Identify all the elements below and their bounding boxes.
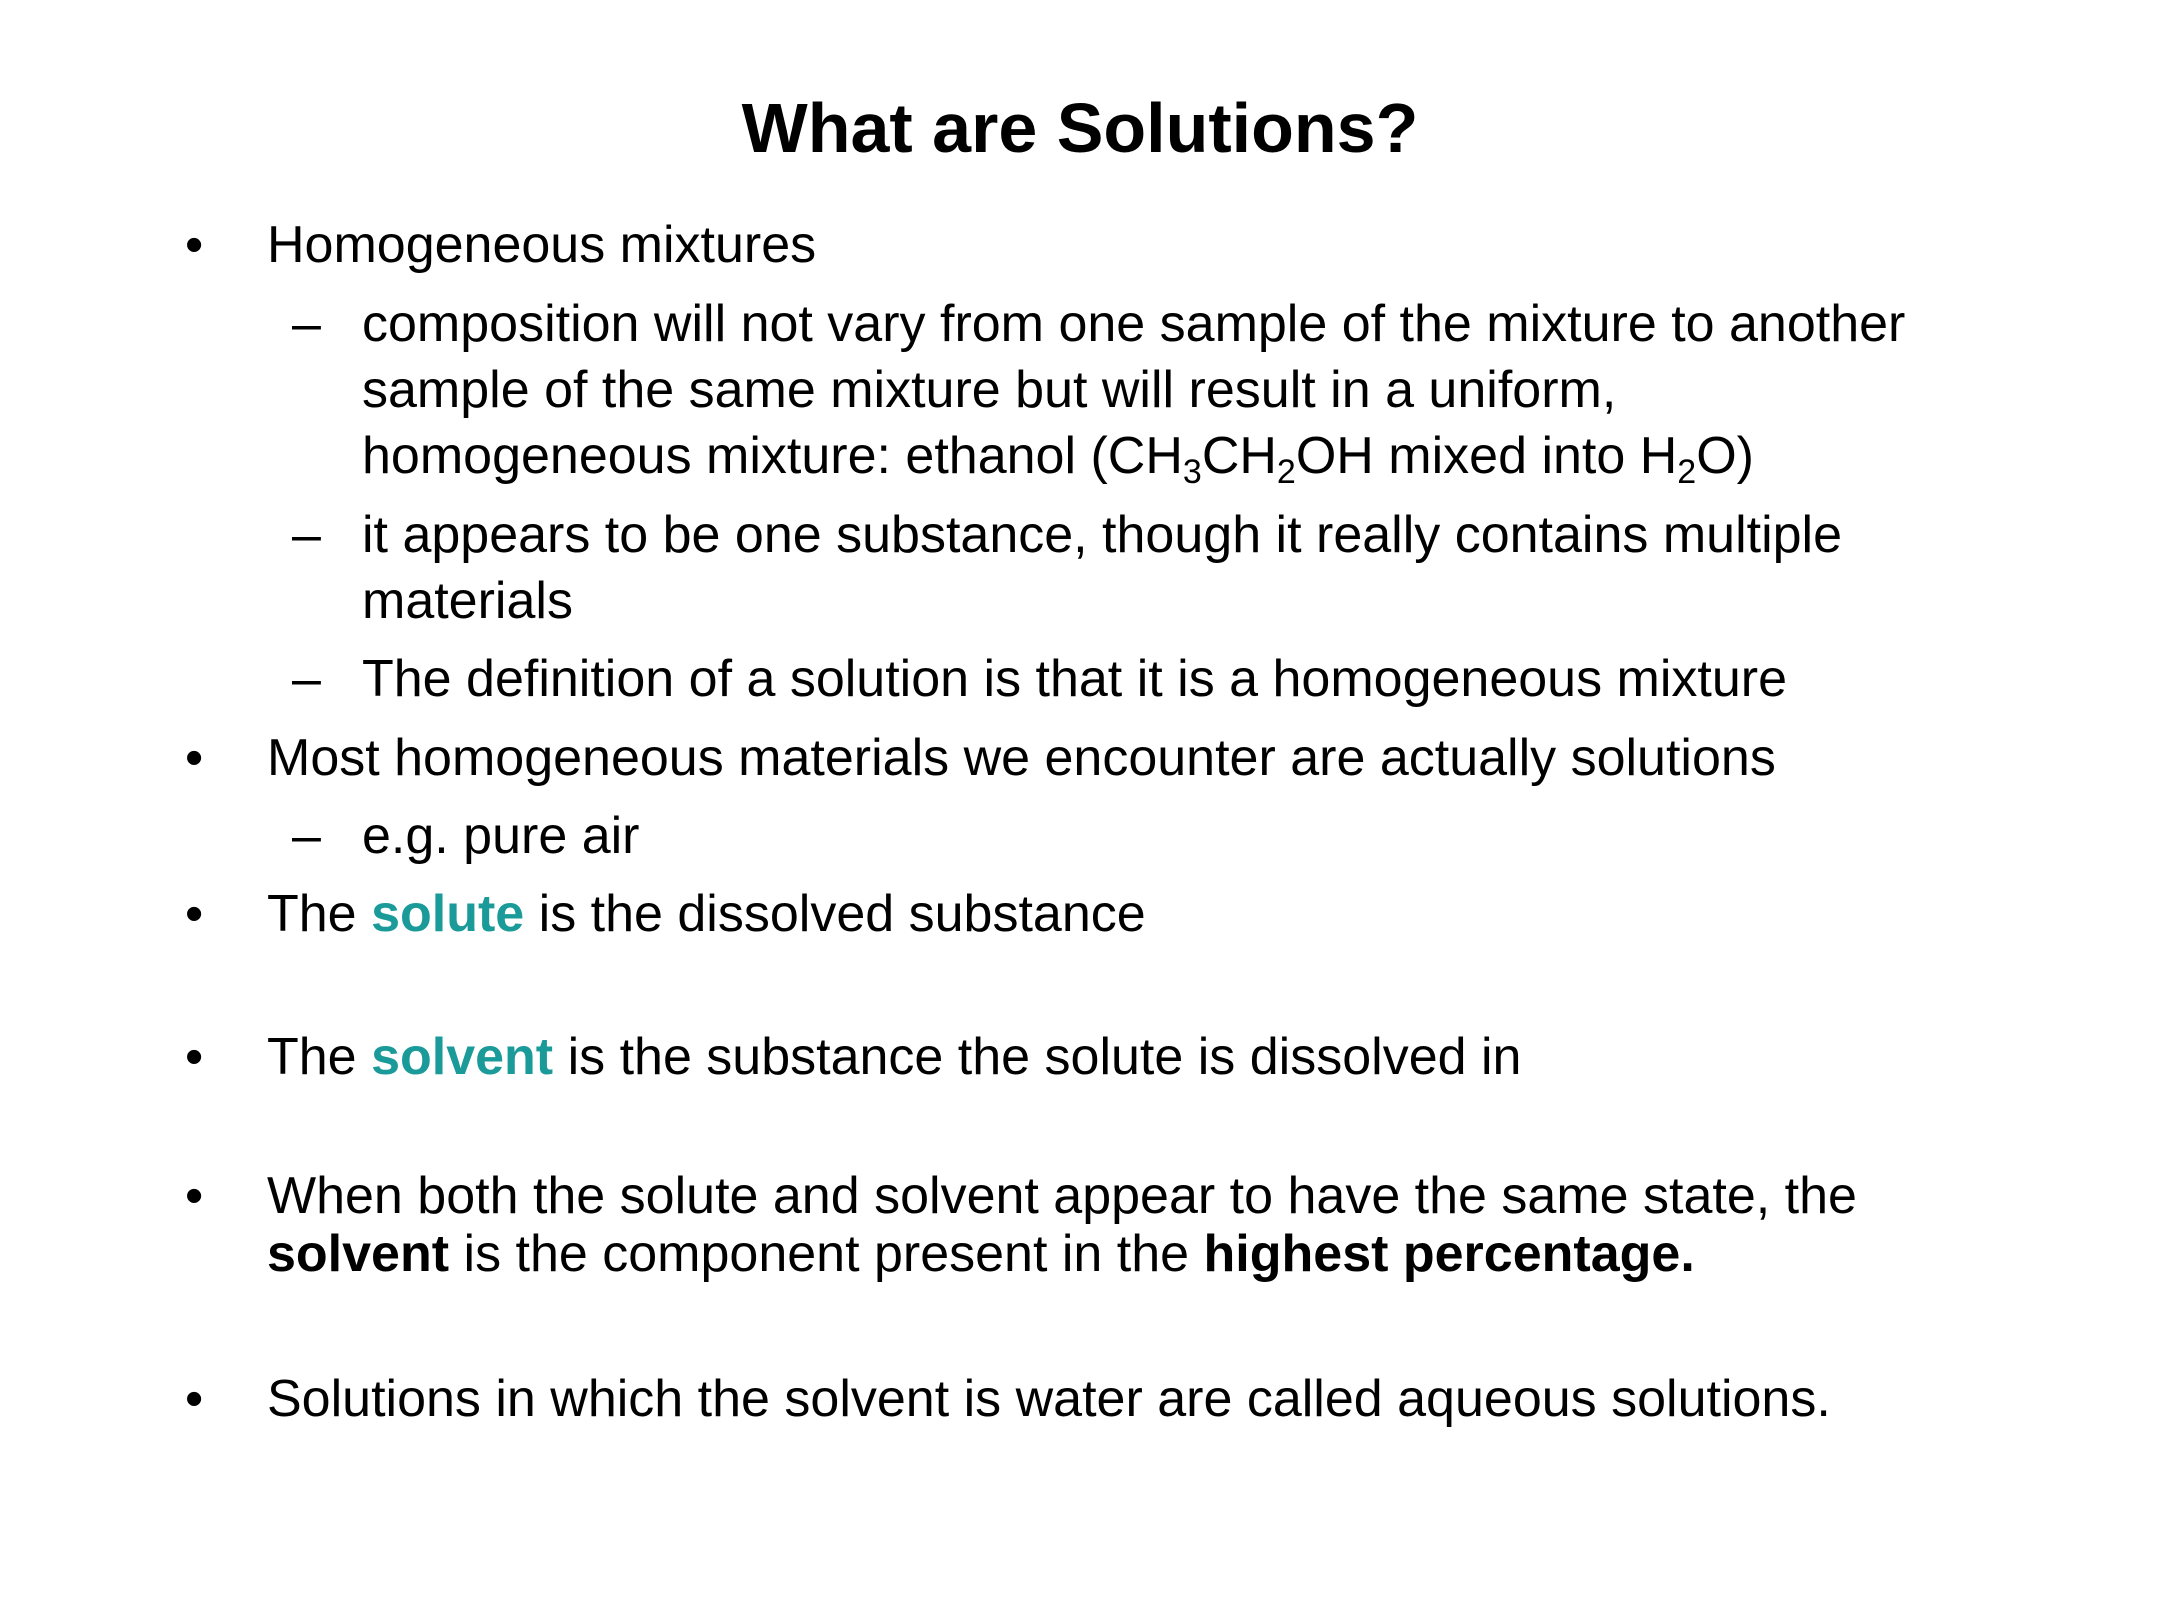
text-fragment: O) <box>1696 427 1754 485</box>
sub-item-composition <box>292 291 1906 491</box>
sub-item-text: e.g. pure air <box>362 807 640 865</box>
subscript: 3 <box>1182 453 1202 491</box>
sub-item-line: it appears to be one substance, though it really contains multiple <box>362 506 1843 564</box>
text-fragment: OH mixed into H <box>1295 427 1678 485</box>
bullet-marker: • <box>185 216 204 274</box>
bullet-item-most-homogeneous <box>185 725 1776 791</box>
term-solute: solute <box>371 885 525 943</box>
text-fragment: CH <box>1201 427 1277 485</box>
bullet-text: Most homogeneous materials we encounter are actually solutions <box>267 729 1776 787</box>
text-fragment: is the component present in the <box>449 1225 1204 1283</box>
bullet-line: When both the solute and solvent appear to have the same state, the <box>267 1167 1857 1225</box>
dash-marker: – <box>292 295 321 353</box>
bullet-item-homogeneous-mixtures <box>185 212 817 278</box>
slide-title: What are Solutions? <box>741 89 1419 167</box>
sub-item-line: materials <box>362 572 573 630</box>
text-fragment: is the dissolved substance <box>524 885 1146 943</box>
keyword-highest-percentage: highest percentage. <box>1203 1225 1695 1283</box>
bullet-text: Solutions in which the solvent is water are called aqueous solutions. <box>267 1370 1831 1428</box>
subscript: 2 <box>1677 453 1697 491</box>
dash-marker: – <box>292 650 321 708</box>
sub-item-line: composition will not vary from one sample of the mixture to another <box>362 295 1906 353</box>
bullet-item-same-state <box>185 1167 1857 1283</box>
text-fragment: homogeneous mixture: ethanol (CH <box>362 427 1183 485</box>
sub-item-text: The definition of a solution is that it is a homogeneous mixture <box>362 650 1788 708</box>
bullet-line <box>267 1225 1857 1283</box>
sub-item-appears-one-substance <box>292 502 1843 634</box>
text-fragment: is the substance the solute is dissolved in <box>553 1028 1522 1086</box>
dash-marker: – <box>292 506 321 564</box>
text-fragment: The <box>267 885 372 943</box>
sub-item-line-formula <box>362 423 1905 489</box>
bullet-marker: • <box>185 729 204 787</box>
subscript: 2 <box>1276 453 1296 491</box>
term-solvent: solvent <box>371 1028 554 1086</box>
bullet-marker: • <box>185 885 204 943</box>
bullet-item-aqueous <box>185 1366 1831 1432</box>
bullet-item-solute <box>185 881 1146 947</box>
sub-item-definition <box>292 646 1788 712</box>
bullet-marker: • <box>185 1167 204 1225</box>
dash-marker: – <box>292 807 321 865</box>
sub-item-pure-air <box>292 803 640 869</box>
bullet-marker: • <box>185 1370 204 1428</box>
bullet-text: Homogeneous mixtures <box>267 216 817 274</box>
keyword-solvent: solvent <box>267 1225 450 1283</box>
bullet-item-solvent <box>185 1024 1522 1090</box>
text-fragment: The <box>267 1028 372 1086</box>
sub-item-line: sample of the same mixture but will result in a uniform, <box>362 361 1617 419</box>
bullet-marker: • <box>185 1028 204 1086</box>
